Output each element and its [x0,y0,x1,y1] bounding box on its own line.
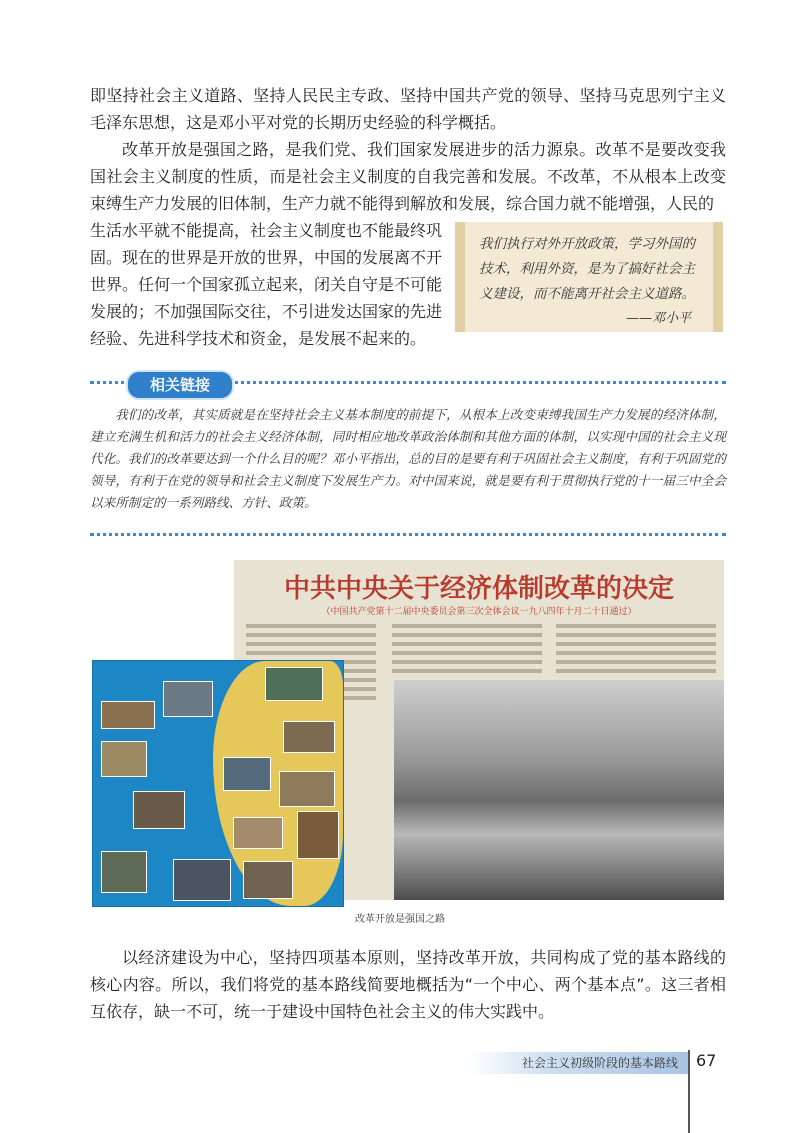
map-thumbnail [133,791,185,829]
map-thumbnail [265,667,323,701]
map-thumbnail [283,721,335,753]
newspaper-title: 中共中央关于经济体制改革的决定 [283,574,674,604]
photo-collage [92,560,728,905]
photo-caption: 改革开放是强国之路 [355,914,445,925]
footer-divider [688,1050,690,1133]
footer-section-title: 社会主义初级阶段的基本路线 [470,1052,688,1074]
rural-field-photo [394,680,724,900]
newspaper-subtitle: （中国共产党第十二届中央委员会第三次全体会议一九八四年十月二十日通过） [321,607,637,617]
related-link-text: 我们的改革，其实质就是在坚持社会主义基本制度的前提下，从根本上改变束缚我国生产力发展的经济体制，建立充满生机和活力的社会主义经济体制，同时相应地改革政治体制和其他方面的体制，以实现中国的社会主义现代化。我们的改革要达到一个什么目的呢？邓小平指出，总的目的是要有利于巩固社会主义制度，有利于巩固党的领导，有利于在党的领导和社会主义制度下发展生产力。对中国来说，就是要有利于贯彻执行党的十一届三中全会以来所制定的一系列路线、方针、政策。 [90,407,726,510]
quote-author: ——邓小平 [625,311,691,326]
map-thumbnail [163,681,213,717]
intro-paragraph-2-left: 生活水平就不能提高，社会主义制度也不能最终巩固。现在的世界是开放的世界，中国的发展离不开世界。任何一个国家孤立起来，闭关自守是不可能发展的；不加强国际交往，不引进发达国家的先进经验、先进科学技术和资金，是发展不起来的。 [90,221,443,348]
quote-text: 我们执行对外开放政策，学习外国的技术，利用外资，是为了搞好社会主义建设，而不能离开社会主义道路。 [479,236,695,302]
related-link-bottom-divider [90,533,726,536]
related-link-tag: 相关链接 [126,370,234,400]
conclusion-paragraph: 以经济建设为中心，坚持四项基本原则，坚持改革开放，共同构成了党的基本路线的核心内容。所以，我们将党的基本路线简要地概括为“一个中心、两个基本点”。这三者相互依存，缺一不可，统一于建设中国特色社会主义的伟大实践中。 [90,948,726,1021]
intro-paragraph-2-top: 改革开放是强国之路，是我们党、我们国家发展进步的活力源泉。改革不是要改变我国社会主义制度的性质，而是社会主义制度的自我完善和发展。不改革，不从根本上改变束缚生产力发展的旧体制，生产力就不能得到解放和发展，综合国力就不能增强，人民的 [90,140,726,213]
map-thumbnail [173,859,231,901]
map-thumbnail [101,741,147,777]
map-thumbnail [297,811,339,859]
intro-paragraph-1: 即坚持社会主义道路、坚持人民民主专政、坚持中国共产党的领导、坚持马克思列宁主义毛泽东思想，这是邓小平对党的长期历史经验的科学概括。 [90,86,726,132]
map-thumbnail [243,861,293,899]
quote-box [455,222,723,332]
development-map-image [92,660,344,907]
map-thumbnail [223,757,271,791]
page-number: 67 [696,1051,717,1070]
map-thumbnail [101,851,147,893]
map-thumbnail [233,817,283,849]
map-thumbnail [101,701,155,729]
map-thumbnail [279,771,335,807]
